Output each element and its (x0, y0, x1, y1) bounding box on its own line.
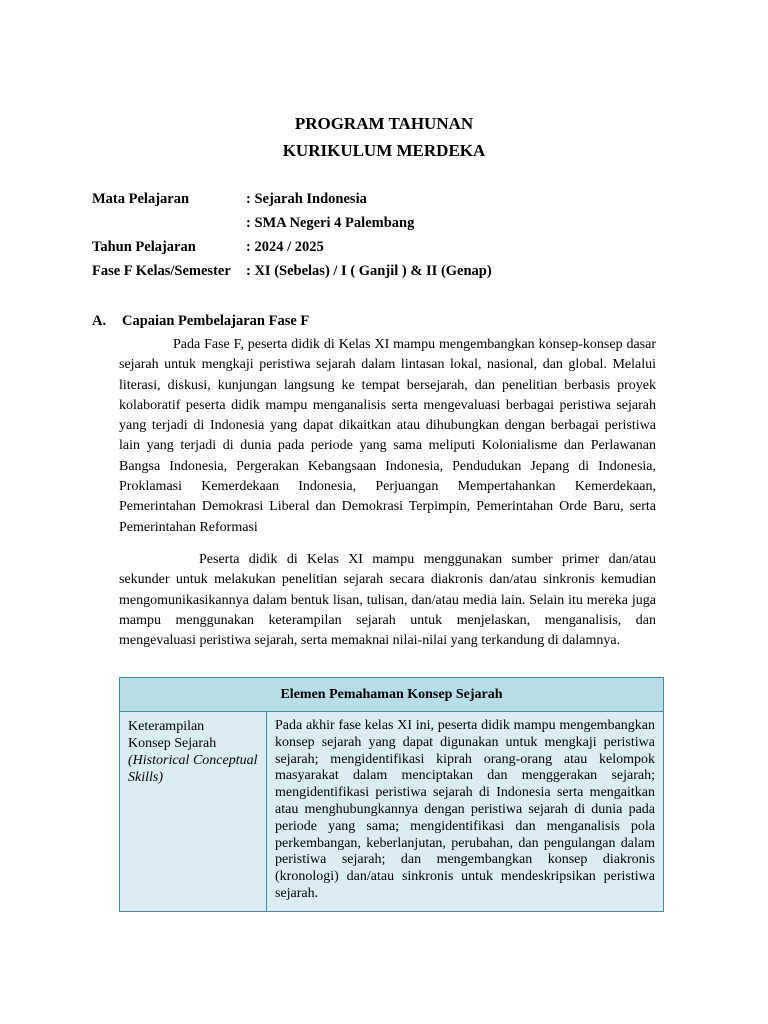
section-heading (92, 311, 309, 331)
paragraph-2: Peserta didik di Kelas XI mampu menggunakan sumber primer dan/atau sekunder untuk melakukan penelitian sejarah secara diakronis dan/atau sinkronis kemudian mengomunikasikannya dalam bentuk lisan, tulisan, dan/atau media lain. Selain itu mereka juga mampu menggunakan keterampilan sejarah untuk menjelaskan, menganalisis, dan mengevaluasi peristiwa sejarah, serta memaknai nilai-nilai yang terkandung di dalamnya. (119, 552, 656, 649)
meta-value: : XI (Sebelas) / I ( Ganjil ) & II (Genap) (246, 263, 492, 279)
document-subtitle: KURIKULUM MERDEKA (282, 141, 486, 160)
meta-label: Tahun Pelajaran (92, 239, 196, 255)
meta-value: : SMA Negeri 4 Palembang (246, 215, 415, 231)
table-header: Elemen Pemahaman Konsep Sejarah (120, 678, 663, 712)
concept-table (119, 677, 664, 912)
element-english-name: (Historical Conceptual Skills) (128, 753, 258, 785)
table-row (120, 712, 663, 911)
meta-value: : Sejarah Indonesia (246, 191, 367, 207)
section-title: Capaian Pembelajaran Fase F (122, 313, 310, 329)
section-number: A. (92, 313, 107, 329)
meta-value: : 2024 / 2025 (246, 239, 324, 255)
paragraph-1: Pada Fase F, peserta didik di Kelas XI mampu mengembangkan konsep-konsep dasar sejarah untuk mengkaji peristiwa sejarah dalam lintasan lokal, nasional, dan global. Melalui literasi, diskusi, kunjungan langsung ke tempat bersejarah, dan penelitian berbasis proyek kolaboratif peserta didik mampu menganalisis serta mengevaluasi berbagai peristiwa sejarah yang terjadi di Indonesia yang dapat dikaitkan atau dihubungkan dengan berbagai peristiwa lain yang terjadi di dunia pada periode yang sama meliputi Kolonialisme dan Perlawanan Bangsa Indonesia, Pergerakan Kebangsaan Indonesia, Pendudukan Jepang di Indonesia, Proklamasi Kemerdekaan Indonesia, Perjuangan Mempertahankan Kemerdekaan, Pemerintahan Demokrasi Liberal dan Demokrasi Terpimpin, Pemerintahan Orde Baru, serta Pemerintahan Reformasi (119, 337, 656, 535)
meta-label: Mata Pelajaran (92, 191, 190, 207)
meta-label: Fase F Kelas/Semester (92, 263, 231, 279)
element-name-line1: Keterampilan (128, 719, 205, 734)
element-cell (120, 712, 267, 911)
description-cell: Pada akhir fase kelas XI ini, peserta didik mampu mengembangkan konsep sejarah yang dapat digunakan untuk mengkaji peristiwa sejarah; mengidentifikasi kiprah orang-orang atau kelompok masyarakat dalam menciptakan dan menggerakan sejarah; mengidentifikasi peristiwa sejarah di Indonesia serta mengaitkan atau menghubungkannya dengan peristiwa sejarah di dunia pada periode yang sama; mengidentifikasi dan menganalisis pola perkembangan, keberlanjutan, perubahan, dan pengulangan dalam peristiwa sejarah; dan mengembangkan konsep diakronis (kronologi) dan/atau sinkronis untuk mendeskripsikan peristiwa sejarah. (275, 718, 655, 901)
element-name-line2: Konsep Sejarah (128, 736, 217, 751)
document-title: PROGRAM TAHUNAN (294, 114, 474, 133)
